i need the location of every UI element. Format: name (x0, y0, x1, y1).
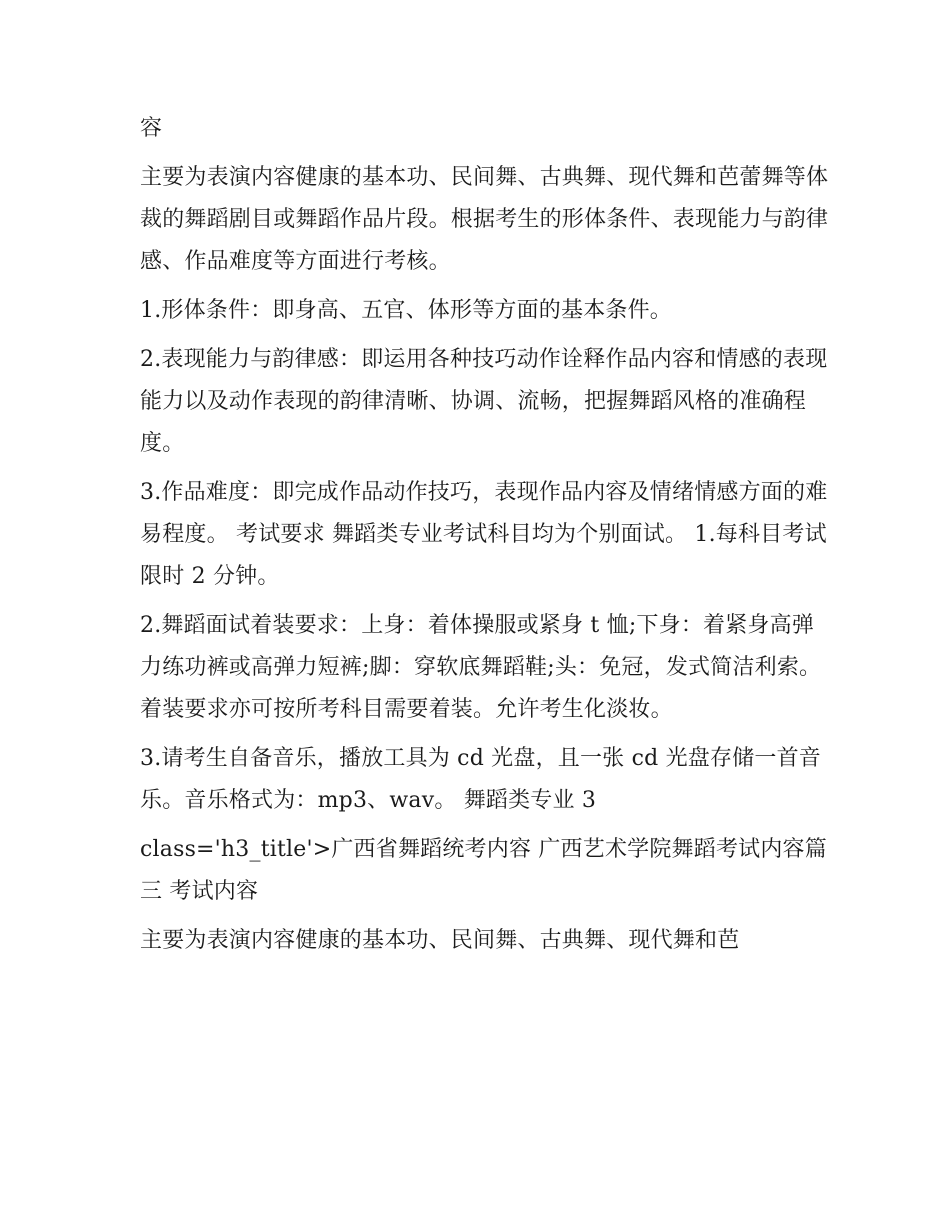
paragraph-body-condition: 1.形体条件：即身高、五官、体形等方面的基本条件。 (140, 298, 672, 323)
paragraph-exam-content-repeat: 主要为表演内容健康的基本功、民间舞、古典舞、现代舞和芭 (140, 928, 740, 953)
paragraph-work-difficulty: 3.作品难度：即完成作品动作技巧，表现作品内容及情绪情感方面的难易程度。 考试要求 舞蹈类专业考试科目均为个别面试。 1.每科目考试限时 2 分钟。 (140, 480, 828, 589)
paragraph-expressiveness: 2.表现能力与韵律感：即运用各种技巧动作诠释作品内容和情感的表现能力以及动作表现的韵律清晰、协调、流畅，把握舞蹈风格的准确程度。 (140, 347, 828, 456)
paragraph-continuation: 容 (140, 116, 163, 141)
document-body (140, 108, 830, 969)
paragraph-exam-content-intro: 主要为表演内容健康的基本功、民间舞、古典舞、现代舞和芭蕾舞等体裁的舞蹈剧目或舞蹈作品片段。根据考生的形体条件、表现能力与韵律感、作品难度等方面进行考核。 (140, 165, 829, 274)
paragraph-section-title: class='h3_title'>广西省舞蹈统考内容 广西艺术学院舞蹈考试内容篇三 考试内容 (140, 837, 827, 904)
paragraph-music-requirements: 3.请考生自备音乐，播放工具为 cd 光盘，且一张 cd 光盘存储一首音乐。音乐格式为：mp3、wav。 舞蹈类专业 3 (140, 746, 821, 813)
paragraph-dress-requirements: 2.舞蹈面试着装要求：上身：着体操服或紧身 t 恤;下身：着紧身高弹力练功裤或高弹力短裤;脚：穿软底舞蹈鞋;头：免冠，发式简洁利索。着装要求亦可按所考科目需要着装。允许考生化淡妆。 (140, 613, 822, 722)
